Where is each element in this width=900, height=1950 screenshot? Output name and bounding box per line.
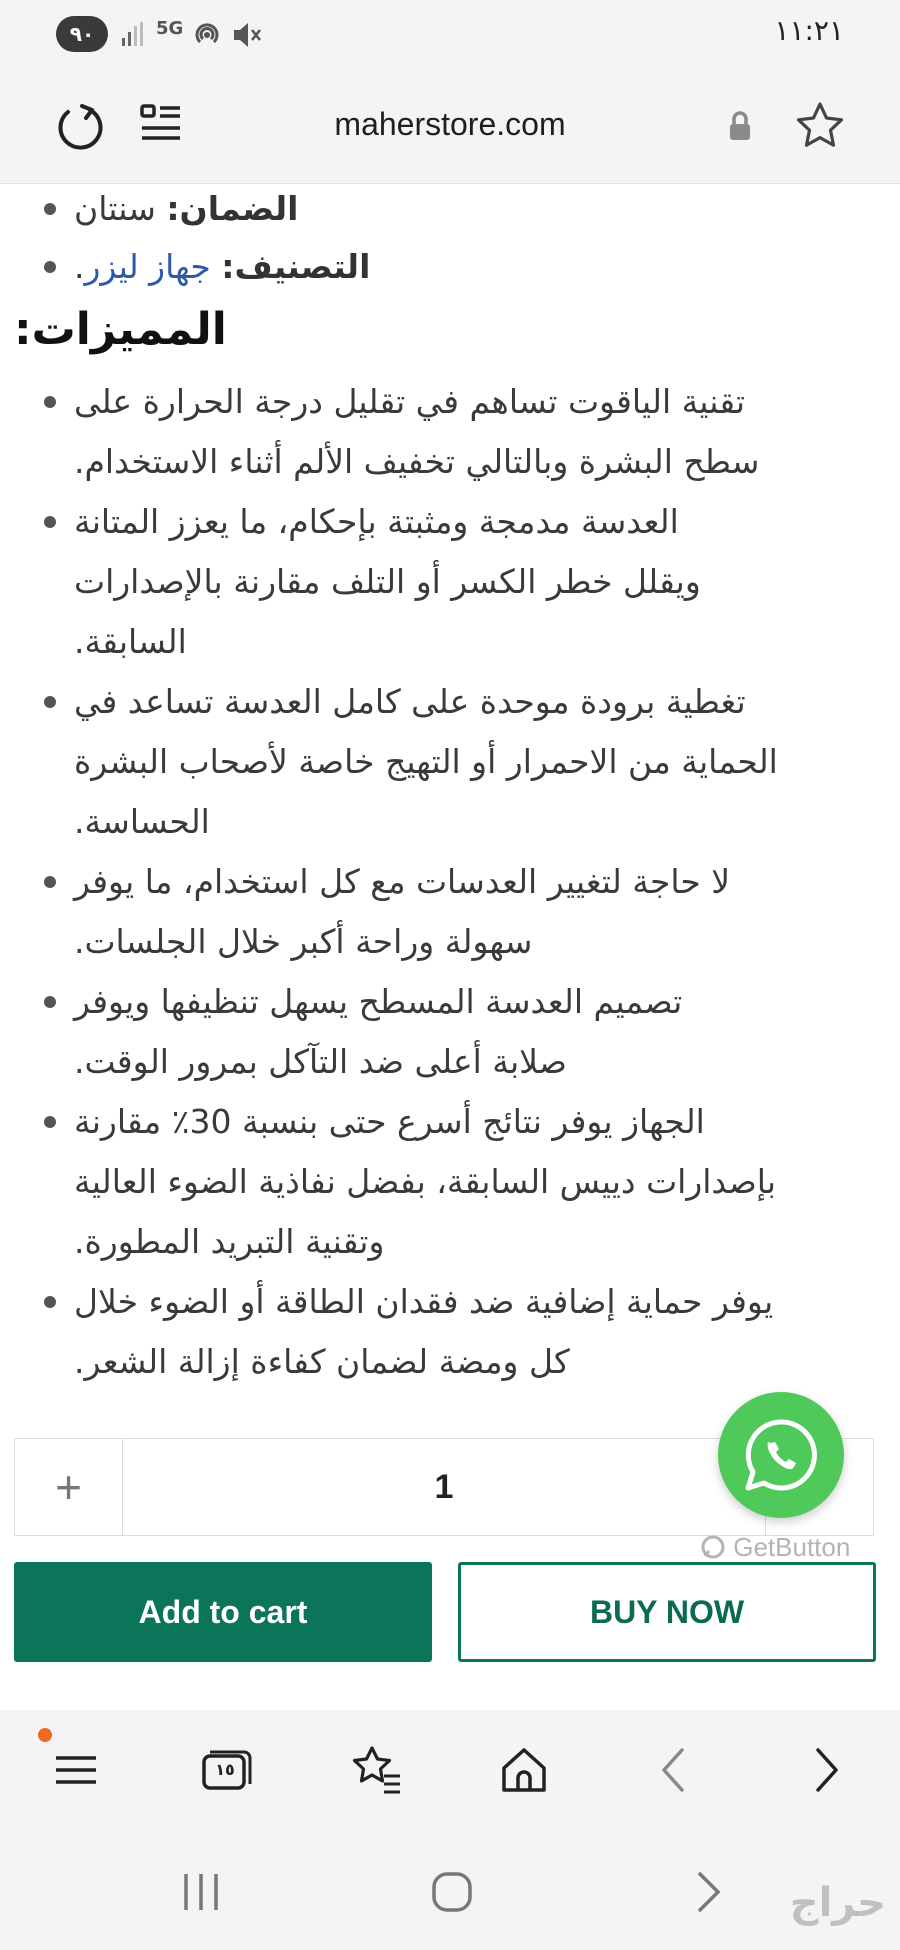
category-link[interactable]: جهاز ليزر	[84, 247, 222, 286]
feature-line: تصميم العدسة المسطح يسهل تنظيفها ويوفر	[74, 982, 683, 1021]
mute-icon	[230, 20, 262, 50]
spec-key: التصنيف:	[221, 247, 371, 286]
feature-item	[0, 1272, 900, 1392]
bullet-dot	[44, 261, 56, 273]
url-bar[interactable]: maherstore.com	[334, 106, 566, 142]
home-icon[interactable]	[494, 1740, 554, 1800]
hotspot-icon	[192, 20, 222, 50]
getbutton-logo-icon	[700, 1534, 726, 1560]
feature-item	[0, 372, 900, 492]
feature-line: تقنية الياقوت تساهم في تقليل درجة الحرارة على	[74, 382, 746, 421]
feature-line: يوفر حماية إضافية ضد فقدان الطاقة أو الضوء خلال	[74, 1282, 774, 1321]
forward-icon[interactable]	[796, 1740, 856, 1800]
feature-item	[0, 672, 900, 852]
feature-line: سطح البشرة وبالتالي تخفيف الألم أثناء الاستخدام.	[74, 442, 760, 481]
feature-line: كل ومضة لضمان كفاءة إزالة الشعر.	[74, 1342, 570, 1381]
spec-key: الضمان:	[166, 189, 299, 228]
network-label: 5G	[156, 18, 184, 39]
feature-item	[0, 852, 900, 972]
spec-suffix: .	[74, 247, 85, 286]
buy-now-button[interactable]: BUY NOW	[458, 1562, 876, 1662]
whatsapp-button[interactable]	[718, 1392, 844, 1518]
clock: ١١:٢١	[774, 14, 844, 47]
bookmarks-icon[interactable]	[346, 1740, 406, 1800]
feature-line: سهولة وراحة أكبر خلال الجلسات.	[74, 922, 533, 961]
spec-row-category	[0, 238, 900, 296]
browser-bottom-nav	[0, 1710, 900, 1830]
feature-line: الحساسة.	[74, 802, 210, 841]
add-to-cart-button[interactable]: Add to cart	[14, 1562, 432, 1662]
spec-text	[74, 238, 370, 296]
feature-line: تغطية برودة موحدة على كامل العدسة تساعد في	[74, 682, 746, 721]
signal-icon	[120, 20, 150, 48]
battery-indicator: ٩٠	[56, 16, 108, 52]
feature-line: ويقلل خطر الكسر أو التلف مقارنة بالإصدارات	[74, 562, 701, 601]
feature-item	[0, 492, 900, 672]
feature-item	[0, 1092, 900, 1272]
tabs-button[interactable]	[196, 1740, 256, 1800]
feature-line: السابقة.	[74, 622, 187, 661]
bookmark-star-icon[interactable]	[792, 98, 848, 154]
browser-toolbar	[0, 68, 900, 184]
spec-value: سنتان	[74, 189, 167, 228]
getbutton-credit[interactable]	[700, 1532, 850, 1563]
system-home-icon[interactable]	[430, 1870, 474, 1914]
feature-line: بإصدارات دييس السابقة، بفضل نفاذية الضوء العالية	[74, 1162, 777, 1201]
watermark: حراج	[789, 1880, 886, 1926]
feature-line: الحماية من الاحمرار أو التهيج خاصة لأصحاب البشرة	[74, 742, 778, 781]
feature-line: لا حاجة لتغيير العدسات مع كل استخدام، ما يوفر	[74, 862, 731, 901]
quantity-increase-button[interactable]: +	[15, 1439, 123, 1535]
feature-line: وتقنية التبريد المطورة.	[74, 1222, 385, 1261]
spec-row-warranty	[0, 180, 900, 238]
system-back-icon[interactable]	[686, 1870, 730, 1914]
feature-line: الجهاز يوفر نتائج أسرع حتى بنسبة 30٪ مقارنة	[74, 1102, 705, 1141]
status-bar	[0, 0, 900, 68]
quantity-input[interactable]: 1	[434, 1468, 454, 1506]
tabs-count: ١٥	[215, 1760, 235, 1779]
feature-item	[0, 972, 900, 1092]
system-nav-bar	[0, 1830, 900, 1950]
lock-icon	[712, 98, 768, 154]
spec-text	[74, 180, 298, 238]
getbutton-label: GetButton	[733, 1532, 851, 1562]
notification-dot	[38, 1728, 52, 1742]
bullet-dot	[44, 203, 56, 215]
feature-line: صلابة أعلى ضد التآكل بمرور الوقت.	[74, 1042, 567, 1081]
feature-line: العدسة مدمجة ومثبتة بإحكام، ما يعزز المتانة	[74, 502, 679, 541]
reader-mode-icon[interactable]	[134, 98, 190, 154]
recent-apps-icon[interactable]	[178, 1870, 224, 1914]
menu-icon[interactable]	[46, 1740, 106, 1800]
features-heading: المميزات:	[14, 304, 227, 355]
back-icon[interactable]	[644, 1740, 704, 1800]
whatsapp-icon	[718, 1392, 844, 1518]
reload-icon[interactable]	[52, 98, 108, 154]
